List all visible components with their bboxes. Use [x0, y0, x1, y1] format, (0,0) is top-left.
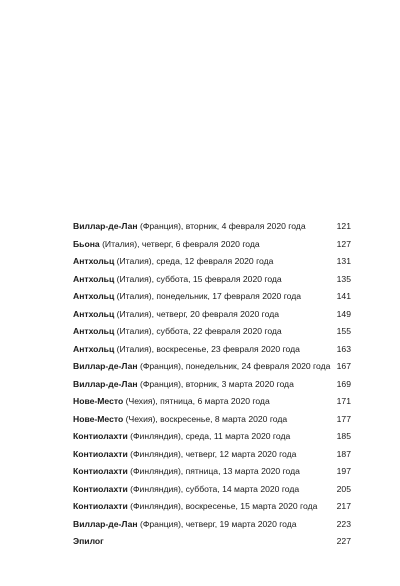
- toc-entry-place: Антхольц: [73, 256, 115, 266]
- toc-entry-place: Нове-Место: [73, 396, 124, 406]
- toc-entry-details: (Чехия), воскресенье, 8 марта 2020 года: [123, 413, 288, 424]
- toc-entry-title: [73, 323, 335, 341]
- toc-entry[interactable]: [73, 218, 351, 236]
- toc-entry[interactable]: [73, 288, 351, 306]
- toc-entry-page-number: 217: [336, 501, 351, 511]
- toc-entry[interactable]: [73, 376, 351, 394]
- toc-entry-place: Виллар-де-Лан: [73, 361, 138, 371]
- toc-entry[interactable]: [73, 463, 351, 481]
- toc-entry-title: [73, 236, 335, 254]
- toc-entry-title: [73, 306, 335, 324]
- toc-entry-details: (Италия), суббота, 22 февраля 2020 года: [114, 326, 282, 336]
- toc-entry-title: [73, 393, 335, 411]
- toc-entry-place: Антхольц: [73, 326, 115, 336]
- toc-entry-title: [73, 358, 335, 376]
- toc-entry-details: (Франция), четверг, 19 марта 2020 года: [137, 518, 297, 529]
- toc-entry-page-number: 127: [336, 238, 351, 249]
- toc-entry-title: [73, 498, 335, 516]
- toc-entry-title: [73, 411, 335, 429]
- toc-entry-details: (Франция), вторник, 4 февраля 2020 года: [137, 221, 306, 231]
- toc-entry-place: Виллар-де-Лан: [73, 221, 138, 231]
- toc-entry-details: (Италия), среда, 12 февраля 2020 года: [114, 256, 274, 266]
- toc-entry-page-number: 187: [336, 448, 351, 459]
- toc-entry[interactable]: [73, 428, 351, 446]
- toc-entry[interactable]: [73, 411, 351, 429]
- toc-entry-details: (Франция), понедельник, 24 февраля 2020 года: [137, 361, 331, 371]
- toc-entry-title: [73, 446, 335, 464]
- toc-entry-details: (Франция), вторник, 3 марта 2020 года: [137, 378, 294, 389]
- toc-entry-details: (Финляндия), суббота, 14 марта 2020 года: [127, 483, 300, 494]
- toc-entry-place: Антхольц: [73, 343, 115, 354]
- toc-entry-page-number: 227: [336, 536, 351, 546]
- toc-entry-place: Контиолахти: [73, 431, 128, 441]
- toc-entry-page-number: 171: [336, 396, 351, 406]
- toc-entry[interactable]: [73, 498, 351, 516]
- toc-entry-place: Контиолахти: [73, 501, 128, 511]
- toc-entry-page-number: 135: [336, 273, 351, 284]
- toc-entry-place: Эпилог: [73, 536, 104, 546]
- toc-entry-page-number: 167: [336, 361, 351, 371]
- toc-entry-page-number: 197: [336, 466, 351, 476]
- toc-entry[interactable]: [73, 516, 351, 534]
- toc-entry-title: [73, 516, 335, 534]
- toc-entry-title: [73, 271, 335, 289]
- toc-entry-place: Антхольц: [73, 273, 115, 284]
- toc-entry-title: [73, 376, 335, 394]
- toc-entry-page-number: 121: [336, 221, 351, 231]
- toc-entry-place: Контиолахти: [73, 483, 128, 494]
- toc-entry-page-number: 141: [336, 291, 351, 301]
- toc-entry-place: Виллар-де-Лан: [73, 378, 138, 389]
- toc-entry[interactable]: [73, 306, 351, 324]
- toc-entry-details: (Италия), четверг, 20 февраля 2020 года: [114, 308, 279, 319]
- toc-entry-title: [73, 218, 335, 236]
- toc-entry-page-number: 185: [336, 431, 351, 441]
- toc-entry-place: Виллар-де-Лан: [73, 518, 138, 529]
- toc-entry[interactable]: [73, 481, 351, 499]
- toc-entry-title: [73, 253, 335, 271]
- toc-entry-details: (Италия), четверг, 6 февраля 2020 года: [99, 238, 260, 249]
- toc-entry-details: (Финляндия), четверг, 12 марта 2020 года: [127, 448, 297, 459]
- toc-entry-details: (Финляндия), пятница, 13 марта 2020 года: [127, 466, 300, 476]
- toc-entry-place: Антхольц: [73, 291, 115, 301]
- toc-entry-page-number: 177: [336, 413, 351, 424]
- toc-entry-page-number: 149: [336, 308, 351, 319]
- toc-entry[interactable]: [73, 446, 351, 464]
- toc-entry-title: [73, 428, 335, 446]
- toc-entry-page-number: 163: [336, 343, 351, 354]
- toc-entry[interactable]: [73, 271, 351, 289]
- toc-entry-page-number: 169: [336, 378, 351, 389]
- toc-entry-details: (Чехия), пятница, 6 марта 2020 года: [123, 396, 270, 406]
- toc-entry[interactable]: [73, 236, 351, 254]
- toc-entry-place: Бьона: [73, 238, 100, 249]
- toc-entry-title: [73, 463, 335, 481]
- table-of-contents: [73, 218, 351, 551]
- toc-entry-page-number: 205: [336, 483, 351, 494]
- toc-entry[interactable]: [73, 358, 351, 376]
- toc-entry[interactable]: [73, 253, 351, 271]
- toc-entry-place: Контиолахти: [73, 448, 128, 459]
- toc-entry-details: (Италия), воскресенье, 23 февраля 2020 года: [114, 343, 300, 354]
- toc-entry-title: [73, 288, 335, 306]
- toc-entry[interactable]: [73, 323, 351, 341]
- toc-entry-title: [73, 341, 335, 359]
- toc-entry-details: (Финляндия), воскресенье, 15 марта 2020 года: [127, 501, 318, 511]
- toc-entry-title: [73, 481, 335, 499]
- toc-entry-title: [73, 533, 335, 551]
- toc-entry[interactable]: [73, 533, 351, 551]
- toc-entry[interactable]: [73, 341, 351, 359]
- toc-entry-details: (Италия), понедельник, 17 февраля 2020 года: [114, 291, 302, 301]
- toc-entry-page-number: 155: [336, 326, 351, 336]
- toc-entry-page-number: 223: [336, 518, 351, 529]
- toc-entry[interactable]: [73, 393, 351, 411]
- toc-entry-details: (Финляндия), среда, 11 марта 2020 года: [127, 431, 291, 441]
- toc-entry-place: Антхольц: [73, 308, 115, 319]
- toc-entry-place: Контиолахти: [73, 466, 128, 476]
- toc-entry-place: Нове-Место: [73, 413, 124, 424]
- toc-entry-details: (Италия), суббота, 15 февраля 2020 года: [114, 273, 282, 284]
- toc-entry-page-number: 131: [336, 256, 351, 266]
